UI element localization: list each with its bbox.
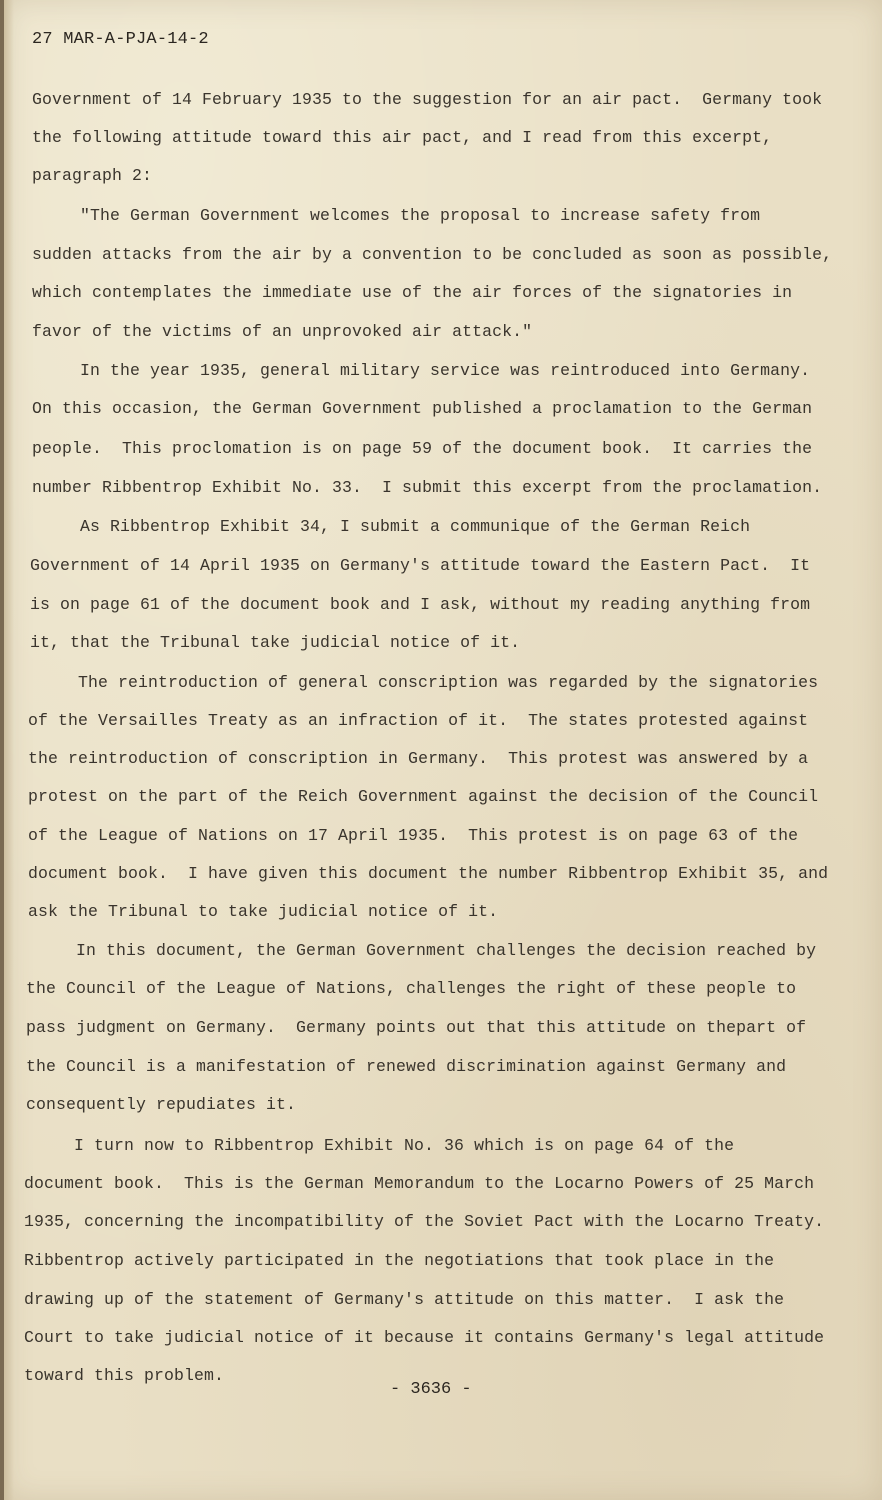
text-line-21: document book. I have given this document the number Ribbentrop Exhibit 35, and bbox=[28, 864, 829, 883]
text-line-28: I turn now to Ribbentrop Exhibit No. 36 which is on page 64 of the bbox=[74, 1136, 735, 1155]
text-line-26: the Council is a manifestation of renewed discrimination against Germany and bbox=[26, 1057, 787, 1076]
text-line-23: In this document, the German Government challenges the decision reached by bbox=[76, 941, 817, 960]
text-line-11: number Ribbentrop Exhibit No. 33. I submit this excerpt from the proclamation. bbox=[32, 478, 823, 497]
text-line-14: is on page 61 of the document book and I ask, without my reading anything from bbox=[30, 595, 811, 614]
text-line-19: protest on the part of the Reich Government against the decision of the Council bbox=[28, 787, 819, 806]
page-edge-shadow bbox=[4, 0, 14, 1500]
text-line-22: ask the Tribunal to take judicial notice of it. bbox=[28, 902, 499, 921]
text-line-13: Government of 14 April 1935 on Germany's attitude toward the Eastern Pact. It bbox=[30, 556, 811, 575]
text-line-34: toward this problem. bbox=[24, 1366, 225, 1385]
text-line-25: pass judgment on Germany. Germany points out that this attitude on thepart of bbox=[26, 1018, 807, 1037]
text-line-20: of the League of Nations on 17 April 1935. This protest is on page 63 of the bbox=[28, 826, 799, 845]
document-header-code: 27 MAR-A-PJA-14-2 bbox=[32, 30, 209, 49]
text-line-12: As Ribbentrop Exhibit 34, I submit a communique of the German Reich bbox=[80, 517, 751, 536]
text-line-5: sudden attacks from the air by a convention to be concluded as soon as possible, bbox=[32, 245, 833, 264]
text-line-29: document book. This is the German Memorandum to the Locarno Powers of 25 March bbox=[24, 1174, 815, 1193]
text-line-27: consequently repudiates it. bbox=[26, 1095, 297, 1114]
text-line-1: Government of 14 February 1935 to the suggestion for an air pact. Germany took bbox=[32, 90, 823, 109]
text-line-8: In the year 1935, general military service was reintroduced into Germany. bbox=[80, 361, 811, 380]
text-line-9: On this occasion, the German Government published a proclamation to the German bbox=[32, 399, 813, 418]
text-line-3: paragraph 2: bbox=[32, 166, 153, 185]
text-line-24: the Council of the League of Nations, challenges the right of these people to bbox=[26, 979, 797, 998]
text-line-4: "The German Government welcomes the proposal to increase safety from bbox=[80, 206, 761, 225]
text-line-17: of the Versailles Treaty as an infraction of it. The states protested against bbox=[28, 711, 809, 730]
text-line-10: people. This proclomation is on page 59 of the document book. It carries the bbox=[32, 439, 813, 458]
document-page bbox=[4, 0, 882, 1500]
text-line-2: the following attitude toward this air pact, and I read from this excerpt, bbox=[32, 128, 773, 147]
text-line-15: it, that the Tribunal take judicial notice of it. bbox=[30, 633, 521, 652]
text-line-31: Ribbentrop actively participated in the negotiations that took place in the bbox=[24, 1251, 775, 1270]
text-line-18: the reintroduction of conscription in Germany. This protest was answered by a bbox=[28, 749, 809, 768]
text-line-32: drawing up of the statement of Germany's attitude on this matter. I ask the bbox=[24, 1290, 785, 1309]
page-number: - 3636 - bbox=[390, 1380, 472, 1399]
text-line-6: which contemplates the immediate use of the air forces of the signatories in bbox=[32, 283, 793, 302]
text-line-7: favor of the victims of an unprovoked air attack." bbox=[32, 322, 533, 341]
text-line-33: Court to take judicial notice of it because it contains Germany's legal attitude bbox=[24, 1328, 825, 1347]
text-line-16: The reintroduction of general conscription was regarded by the signatories bbox=[78, 673, 819, 692]
text-line-30: 1935, concerning the incompatibility of the Soviet Pact with the Locarno Treaty. bbox=[24, 1212, 825, 1231]
